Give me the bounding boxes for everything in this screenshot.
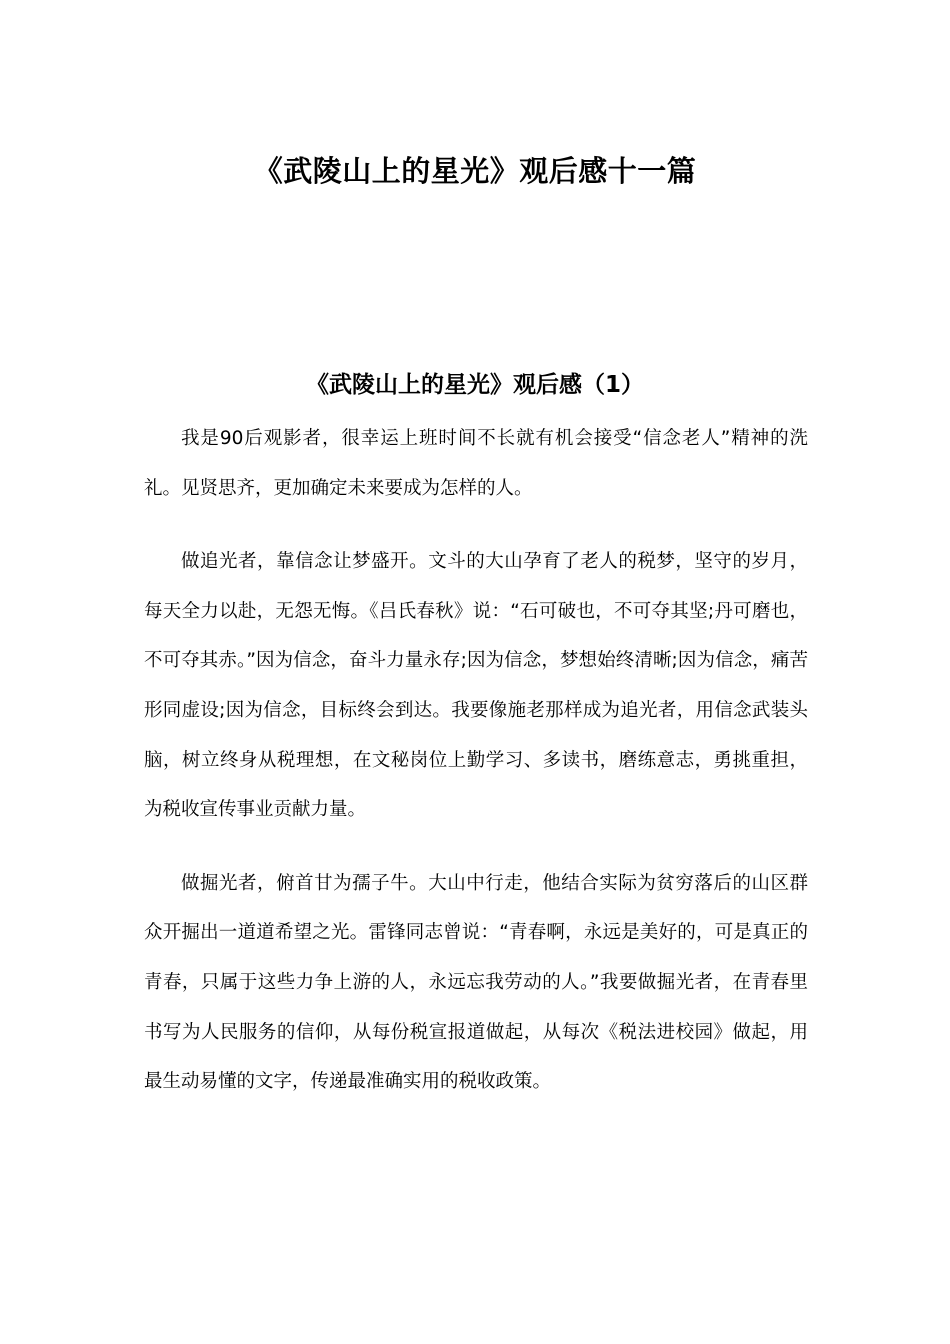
paragraph-2: 做追光者，靠信念让梦盛开。文斗的大山孕育了老人的税梦，坚守的岁月，每天全力以赴，无怨无悔。《吕氏春秋》说：“石可破也，不可夺其坚;丹可磨也，不可夺其赤。”因为信念，奋斗力量永存;因为信念，梦想始终清晰;因为信念，痛苦形同虚设;因为信念，目标终会到达。我要像施老那样成为追光者，用信念武装头脑，树立终身从税理想，在文秘岗位上勤学习、多读书，磨练意志，勇挑重担，为税收宣传事业贡献力量。: [144, 551, 808, 821]
section-body: [144, 414, 808, 1131]
paragraph-3: 做掘光者，俯首甘为孺子牛。大山中行走，他结合实际为贫穷落后的山区群众开掘出一道道希望之光。雷锋同志曾说：“青春啊，永远是美好的，可是真正的青春，只属于这些力争上游的人，永远忘我劳动的人。”我要做掘光者，在青春里书写为人民服务的信仰，从每份税宣报道做起，从每次《税法进校园》做起，用最生动易懂的文字，传递最准确实用的税收政策。: [144, 872, 808, 1093]
paragraph-1: 我是90后观影者，很幸运上班时间不长就有机会接受“信念老人”精神的洗礼。见贤思齐，更加确定未来要成为怎样的人。: [144, 428, 808, 499]
section-heading: 《武陵山上的星光》观后感（1）: [305, 372, 644, 399]
document-title: 《武陵山上的星光》观后感十一篇: [253, 154, 697, 189]
